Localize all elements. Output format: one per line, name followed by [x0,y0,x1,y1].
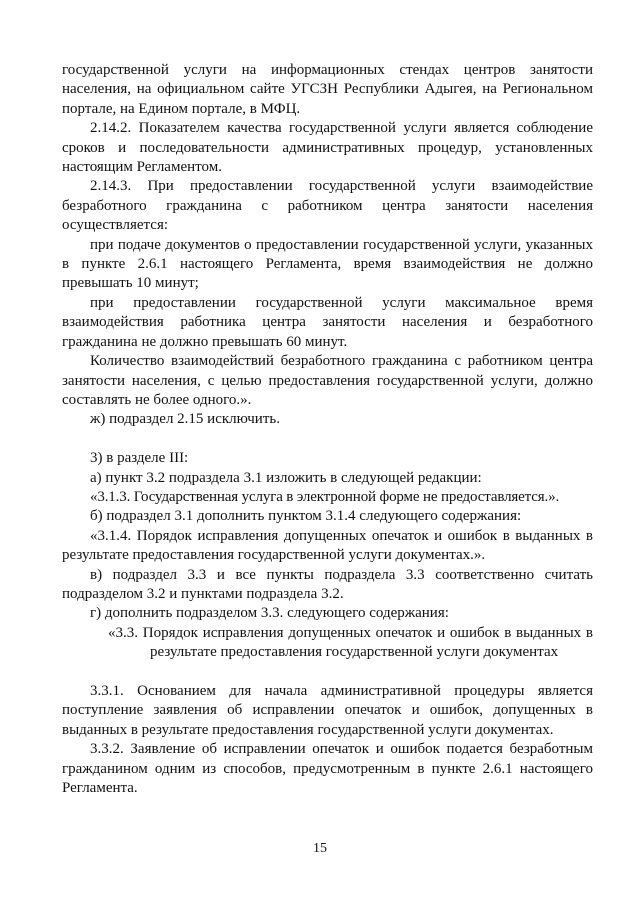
page-number: 15 [313,841,327,856]
paragraph-item-v: в) подраздел 3.3 и все пункты подраздела 3.3 соответственно считать подразделом 3.2 и пунктами подраздела 3.2. [62,566,593,602]
paragraph-3-1-3-quote: «3.1.3. Государственная услуга в электронной форме не предоставляется.». [90,488,560,505]
paragraph-3-1-4-quote: «3.1.4. Порядок исправления допущенных опечаток и ошибок в выданных в результате предоставления государственной услуги документах.». [62,527,593,564]
paragraph-2-14-2: 2.14.2. Показателем качества государственной услуги является соблюдение сроков и последовательности административных процедур, установленных настоящим Регламентом. [62,120,593,176]
paragraph-item-a: а) пункт 3.2 подраздела 3.1 изложить в следующей редакции: [90,469,482,486]
blank-line [62,663,593,682]
paragraph-section-3: 3) в разделе III: [90,450,189,467]
subsection-3-3-heading: «3.3. Порядок исправления допущенных опечаток и ошибок в выданных в результате предоставления государственной услуги документах [108,624,593,661]
paragraph-3-3-1: 3.3.1. Основанием для начала административной процедуры является поступление заявления об исправлении опечаток и ошибок, допущенных в выданных в результате предоставления государственной услуги документах. [62,682,593,738]
paragraph-3-3-2: 3.3.2. Заявление об исправлении опечаток и ошибок подается безработным гражданином одним из способов, предусмотренным в пункте 2.6.1 настоящего Регламента. [62,741,593,796]
paragraph-item-g: г) дополнить подразделом 3.3. следующего содержания: [90,605,449,622]
blank-line [62,430,593,449]
paragraph-item-b: б) подраздел 3.1 дополнить пунктом 3.1.4 следующего содержания: [90,508,522,525]
paragraph-2-14-3: 2.14.3. При предоставлении государственной услуги взаимодействие безработного гражданина с работником центра занятости населения осуществляется: [62,178,593,234]
document-body [62,61,593,798]
paragraph-item-zh: ж) подраздел 2.15 исключить. [90,411,280,428]
paragraph-submission-time: при подаче документов о предоставлении государственной услуги, указанных в пункте 2.6.1 настоящего Регламента, время взаимодействия не должно превышать 10 минут; [62,236,593,292]
paragraph-interaction-count: Количество взаимодействий безработного гражданина с работником центра занятости населения, с целью предоставления государственной услуги, должно составлять не более одного.». [62,353,593,408]
paragraph-max-time: при предоставлении государственной услуги максимальное время взаимодействия работника центра занятости населения и безработного гражданина не должно превышать 60 минут. [62,294,593,350]
paragraph-info-stands: государственной услуги на информационных стендах центров занятости населения, на официальном сайте УГСЗН Республики Адыгея, на Региональном портале, на Едином портале, в МФЦ. [62,62,593,117]
